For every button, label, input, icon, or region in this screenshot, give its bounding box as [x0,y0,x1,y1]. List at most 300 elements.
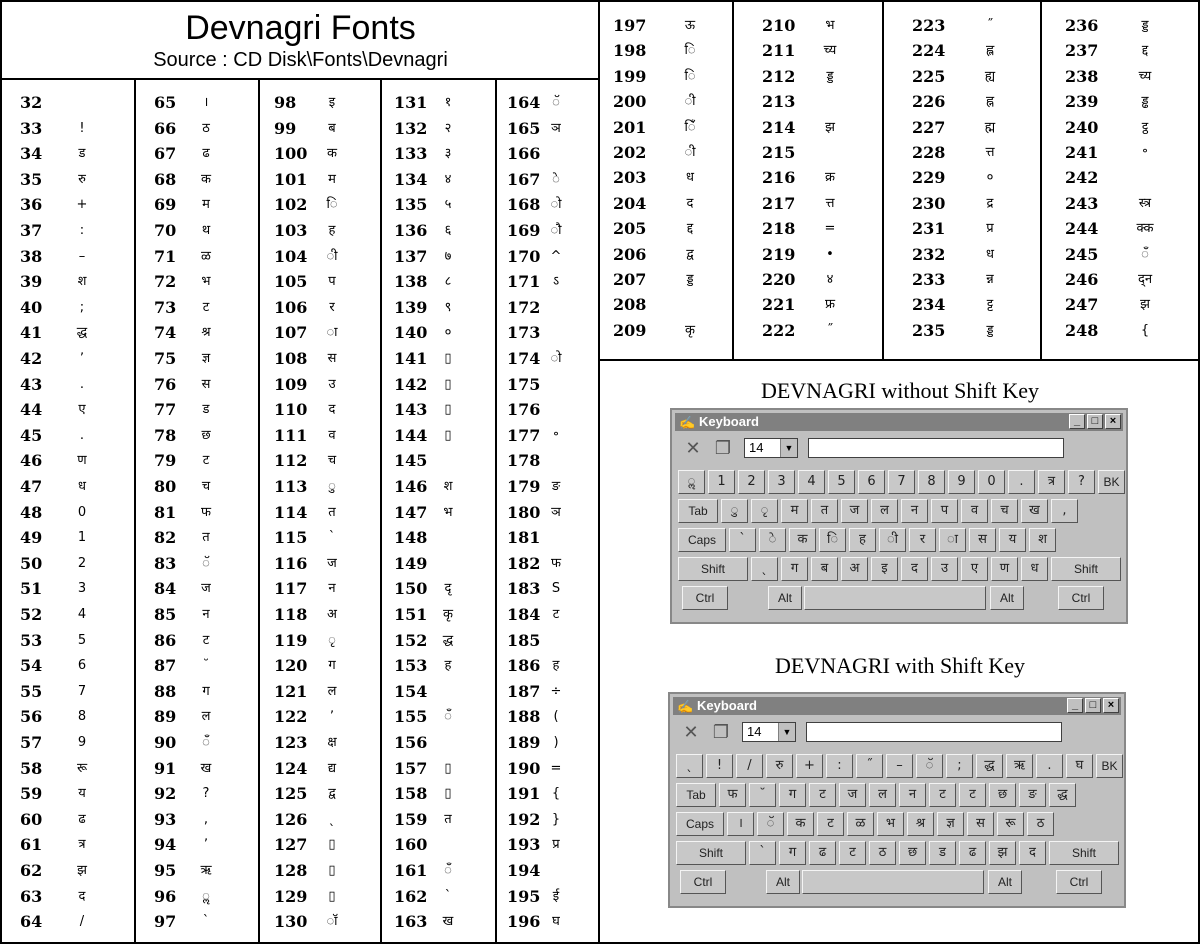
char-code: 204 [613,193,647,213]
char-code: 176 [507,400,541,420]
char-glyph: र [329,299,335,315]
key-char[interactable]: ज [839,783,866,807]
char-code: 248 [1065,320,1099,340]
char-glyph: च [201,479,211,494]
key-char[interactable]: स [967,812,994,836]
key-char[interactable]: ट [929,783,956,807]
char-code: 77 [154,400,177,420]
key-char[interactable]: 6 [858,470,885,494]
key-char[interactable]: ट [959,783,986,807]
char-code: 232 [912,244,946,264]
char-glyph: ड [78,146,86,162]
key-char[interactable]: ठ [869,841,896,865]
char-code: 132 [394,118,428,138]
key-char[interactable]: त [811,499,838,523]
left-column-divider [380,80,382,944]
key-char[interactable]: ट [809,783,836,807]
char-glyph: 1 [77,530,87,546]
key-char[interactable]: 7 [888,470,915,494]
char-code: 145 [394,451,428,471]
key-char[interactable]: ˝ [856,754,883,778]
key-char[interactable]: ॅ [916,754,943,778]
char-glyph: ▯ [444,427,452,443]
key-char[interactable]: ? [1068,470,1095,494]
char-code: 149 [394,553,428,573]
text-output-field[interactable] [806,722,1062,742]
char-code: 100 [274,144,308,164]
key-char[interactable]: . [1008,470,1035,494]
char-glyph: रू [76,760,88,776]
keyboard-titlebar[interactable] [675,413,1123,431]
char-code: 75 [154,349,177,368]
font-size-value: 14 [749,440,764,455]
key-char[interactable]: ॅ [757,812,784,836]
key-alt[interactable]: Alt [768,586,802,610]
char-code: 235 [912,320,946,340]
char-code: 210 [762,16,796,35]
key-ctrl[interactable]: Ctrl [682,586,728,610]
key-char[interactable]: ढ [809,841,836,865]
char-glyph: ॢ [202,888,210,904]
key-char[interactable]: 8 [918,470,945,494]
char-glyph: ? [202,786,210,802]
key-char[interactable]: ग [781,557,808,581]
key-char[interactable]: ; [946,754,973,778]
key-char[interactable]: रु [766,754,793,778]
key-char[interactable]: – [886,754,913,778]
key-char[interactable]: ु [721,499,748,523]
key-char[interactable]: इ [871,557,898,581]
key-char[interactable]: ध [1021,557,1048,581]
char-glyph: उ [328,376,336,392]
char-glyph: ! [79,120,85,136]
char-glyph: ट्ठ [1141,119,1149,135]
char-code: 115 [274,528,308,548]
char-glyph: ँ [202,735,210,750]
char-glyph: घ [552,914,560,930]
char-code: 189 [507,733,541,752]
font-size-select[interactable] [744,438,798,458]
key-char[interactable]: ि [819,528,846,552]
char-glyph: स [327,351,337,366]
keyboard-titlebar[interactable] [673,697,1121,715]
char-glyph: ह्ल [985,43,994,59]
char-code: 102 [274,195,308,215]
char-code: 209 [613,320,647,340]
key-char[interactable]: घ [1066,754,1093,778]
char-code: 211 [762,41,796,61]
char-glyph: १ [444,95,452,110]
keyboard-window [670,408,1128,624]
key-bk[interactable]: BK [1098,470,1125,494]
right-column-divider [882,0,884,360]
char-glyph: 3 [77,581,87,597]
char-glyph: { [551,786,561,802]
char-glyph: ल [327,683,337,699]
char-code: 224 [912,41,946,61]
char-glyph: ठ [202,120,210,136]
key-ctrl[interactable]: Ctrl [680,870,726,894]
left-column-divider [134,80,136,944]
char-code: 225 [912,66,946,86]
char-code: 139 [394,297,428,317]
key-char[interactable]: ˘ [749,783,776,807]
char-glyph: ʼ [329,709,335,725]
char-code: 140 [394,323,428,343]
char-code: 229 [912,168,946,188]
key-char[interactable]: 0 [978,470,1005,494]
char-glyph: ट [552,607,560,622]
key-char[interactable]: 9 [948,470,975,494]
char-code: 111 [274,425,308,445]
page-title: Devnagri Fonts [185,9,416,47]
key-shift[interactable]: Shift [1051,557,1121,581]
char-glyph: ज्ञ [201,351,211,366]
char-glyph: प [328,274,336,290]
key-char[interactable]: + [796,754,823,778]
char-glyph: ˋ [202,914,210,930]
char-code: 34 [20,144,43,164]
char-glyph: द्ध [76,325,88,341]
char-code: 40 [20,297,43,317]
key-char[interactable]: व [961,499,988,523]
char-code: 158 [394,784,428,804]
key-tab[interactable]: Tab [676,783,716,807]
key-char[interactable]: र [909,528,936,552]
char-glyph: न [202,607,210,622]
key-shift[interactable]: Shift [676,841,746,865]
key-char[interactable]: य [999,528,1026,552]
key-shift[interactable]: Shift [1049,841,1119,865]
char-code: 87 [154,656,177,676]
key-char[interactable]: श [1029,528,1056,552]
char-code: 247 [1065,295,1099,315]
key-char[interactable]: छ [989,783,1016,807]
char-code: 174 [507,349,541,368]
char-code: 130 [274,912,308,932]
char-code: 62 [20,861,43,880]
key-char[interactable]: श्र [907,812,934,836]
key-char[interactable]: / [736,754,763,778]
char-code: 205 [613,219,647,239]
char-code: 165 [507,118,541,138]
key-char[interactable]: झ [989,841,1016,865]
key-char[interactable]: ग [779,841,806,865]
char-glyph: ु [328,479,336,494]
char-glyph: ञ [551,120,561,136]
char-code: 214 [762,117,796,137]
key-char[interactable]: ढ [959,841,986,865]
key-char[interactable]: ल [871,499,898,523]
char-glyph: ʼ [203,837,209,853]
key-caps[interactable]: Caps [676,812,724,836]
char-glyph: 6 [77,658,87,674]
char-glyph: ( [553,709,559,725]
char-glyph: ई [552,888,560,904]
key-char[interactable]: 2 [738,470,765,494]
close-icon[interactable]: × [1105,414,1121,429]
key-char[interactable]: उ [931,557,958,581]
char-glyph: ध [78,479,86,494]
key-char[interactable]: द [1019,841,1046,865]
char-glyph: ज [327,555,337,571]
key-ctrl[interactable]: Ctrl [1058,586,1104,610]
key-space[interactable] [802,870,984,894]
key-char[interactable]: 3 [768,470,795,494]
char-code: 183 [507,579,541,599]
char-code: 152 [394,630,428,650]
char-glyph: 2 [77,555,87,571]
key-char[interactable]: ज्ञ [937,812,964,836]
char-code: 234 [912,295,946,315]
key-char[interactable]: , [1051,499,1078,523]
char-code: 125 [274,784,308,804]
char-code: 84 [154,579,177,599]
char-code: 119 [274,630,308,650]
char-glyph: ृ [328,632,336,648]
char-glyph: ह [328,223,336,238]
char-code: 65 [154,93,177,112]
chevron-down-icon[interactable]: ▼ [780,439,797,457]
char-code: 39 [20,272,43,292]
char-glyph: ॰ [1142,145,1148,160]
key-char[interactable]: द्ध [976,754,1003,778]
key-char[interactable]: 5 [828,470,855,494]
key-char[interactable]: क [789,528,816,552]
title-box [2,2,599,80]
cut-icon[interactable]: ✕ [683,722,699,743]
key-char[interactable]: । [727,812,754,836]
close-icon[interactable]: × [1103,698,1119,713]
keyboard-window-title: Keyboard [699,414,759,429]
copy-icon[interactable]: ❐ [712,722,730,743]
char-code: 106 [274,297,308,317]
char-code: 202 [613,143,647,162]
key-alt[interactable]: Alt [766,870,800,894]
char-glyph: ▯ [444,760,452,776]
char-code: 144 [394,425,428,445]
key-alt[interactable]: Alt [990,586,1024,610]
char-code: 88 [154,681,177,701]
char-glyph: अ [327,607,337,622]
maximize-icon[interactable]: □ [1087,414,1103,429]
minimize-icon[interactable]: _ [1067,698,1083,713]
char-code: 114 [274,502,308,522]
char-code: 184 [507,605,541,624]
key-char[interactable]: ळ [847,812,874,836]
char-glyph: भ [201,274,211,290]
char-glyph: झ [77,863,87,878]
char-code: 50 [20,553,43,573]
char-glyph: श्र [201,325,211,341]
char-glyph: ˋ [444,888,452,904]
key-char[interactable]: फ [719,783,746,807]
key-char[interactable]: ख [1021,499,1048,523]
char-glyph: प्र [986,221,994,237]
char-glyph: क [201,171,211,187]
key-char[interactable]: ज [841,499,868,523]
key-char[interactable]: ठ [1027,812,1054,836]
char-code: 76 [154,374,177,394]
key-char[interactable]: ा [939,528,966,552]
key-char[interactable]: ल [869,783,896,807]
char-glyph: ध [986,246,994,262]
key-char[interactable]: 4 [798,470,825,494]
char-code: 33 [20,118,43,138]
char-glyph: ट [202,299,210,315]
key-char[interactable]: े [759,528,786,552]
char-code: 98 [274,93,297,112]
key-ctrl[interactable]: Ctrl [1056,870,1102,894]
char-glyph: द्य [327,760,337,776]
key-space[interactable] [804,586,986,610]
key-caps[interactable]: Caps [678,528,726,552]
char-code: 61 [20,835,43,855]
char-glyph: ी [684,145,696,160]
key-char[interactable]: ˎ [676,754,703,778]
key-char[interactable]: न [899,783,926,807]
key-char[interactable]: स [969,528,996,552]
char-glyph: ह्य [984,68,996,84]
char-code: 96 [154,886,177,906]
chevron-down-icon[interactable]: ▼ [778,723,795,741]
cut-icon[interactable]: ✕ [685,438,701,459]
key-char[interactable]: : [826,754,853,778]
char-code: 215 [762,143,796,162]
char-glyph: ▯ [444,402,452,418]
char-code: 179 [507,477,541,496]
key-char[interactable]: ृ [751,499,778,523]
char-code: 203 [613,168,647,188]
char-code: 142 [394,374,428,394]
char-code: 230 [912,193,946,213]
char-code: 167 [507,169,541,189]
key-char[interactable]: ! [706,754,733,778]
char-code: 112 [274,451,308,471]
key-tab[interactable]: Tab [678,499,718,523]
copy-icon[interactable]: ❐ [714,438,732,459]
key-char[interactable]: रू [997,812,1024,836]
maximize-icon[interactable]: □ [1085,698,1101,713]
key-char[interactable]: 1 [708,470,735,494]
char-code: 187 [507,681,541,701]
key-char[interactable]: ह [849,528,876,552]
key-char[interactable]: ण [991,557,1018,581]
char-glyph: ि [326,197,338,213]
key-char[interactable]: न [901,499,928,523]
char-code: 81 [154,502,177,522]
char-glyph: द्न [1137,272,1153,287]
key-char[interactable]: ङ [1019,783,1046,807]
char-glyph: ▯ [444,376,452,392]
char-code: 58 [20,758,43,778]
key-char[interactable]: . [1036,754,1063,778]
char-code: 124 [274,758,308,778]
key-char[interactable]: ी [879,528,906,552]
char-glyph: ख [442,914,454,930]
char-glyph: ो [550,351,562,366]
key-char[interactable]: ग [779,783,806,807]
char-glyph: 5 [77,632,87,648]
char-code: 118 [274,605,308,624]
char-code: 159 [394,809,428,829]
char-glyph: ७ [444,248,452,264]
char-glyph: ) [553,735,559,750]
char-glyph: ँ [1141,246,1149,262]
key-char[interactable]: ॢ [678,470,705,494]
char-code: 201 [613,117,647,137]
text-output-field[interactable] [808,438,1064,458]
char-glyph: + [76,197,88,213]
char-code: 32 [20,93,43,112]
key-char[interactable]: द्ध [1049,783,1076,807]
key-char[interactable]: ट [817,812,844,836]
key-char[interactable]: ˋ [749,841,776,865]
key-char[interactable]: त्र [1038,470,1065,494]
key-char[interactable]: क [787,812,814,836]
char-code: 74 [154,323,177,343]
char-glyph: त्र [78,837,86,853]
char-code: 241 [1065,143,1099,162]
key-char[interactable]: द [901,557,928,581]
char-code: 198 [613,41,647,61]
char-glyph: ६ [444,223,452,238]
char-code: 101 [274,169,308,189]
key-char[interactable]: प [931,499,958,523]
char-glyph: = [824,221,836,237]
char-glyph: त्त [825,195,835,211]
key-char[interactable]: ˋ [729,528,756,552]
char-code: 45 [20,425,43,445]
char-code: 178 [507,451,541,471]
char-code: 128 [274,861,308,880]
char-glyph: ड्ढ [1141,94,1149,110]
char-code: 162 [394,886,428,906]
key-char[interactable]: म [781,499,808,523]
minimize-icon[interactable]: _ [1069,414,1085,429]
char-glyph: ॅ [552,95,560,110]
char-glyph: ४ [826,272,834,287]
char-code: 79 [154,451,177,471]
char-glyph: ▯ [328,837,336,853]
key-char[interactable]: छ [899,841,926,865]
char-glyph: ; [79,299,85,315]
char-code: 151 [394,605,428,624]
key-char[interactable]: भ [877,812,904,836]
key-alt[interactable]: Alt [988,870,1022,894]
char-glyph: भ [825,18,835,33]
key-bk[interactable]: BK [1096,754,1123,778]
char-code: 44 [20,400,43,420]
key-char[interactable]: च [991,499,1018,523]
key-char[interactable]: ब [811,557,838,581]
key-char[interactable]: ट [839,841,866,865]
key-char[interactable]: ड [929,841,956,865]
font-size-select[interactable] [742,722,796,742]
key-shift[interactable]: Shift [678,557,748,581]
char-code: 216 [762,168,796,188]
key-char[interactable]: अ [841,557,868,581]
char-code: 166 [507,144,541,164]
char-code: 38 [20,246,43,266]
char-code: 66 [154,118,177,138]
key-char[interactable]: ए [961,557,988,581]
char-code: 103 [274,221,308,240]
char-code: 108 [274,349,308,368]
key-char[interactable]: ऋ [1006,754,1033,778]
key-char[interactable]: ˎ [751,557,778,581]
char-code: 70 [154,221,177,240]
